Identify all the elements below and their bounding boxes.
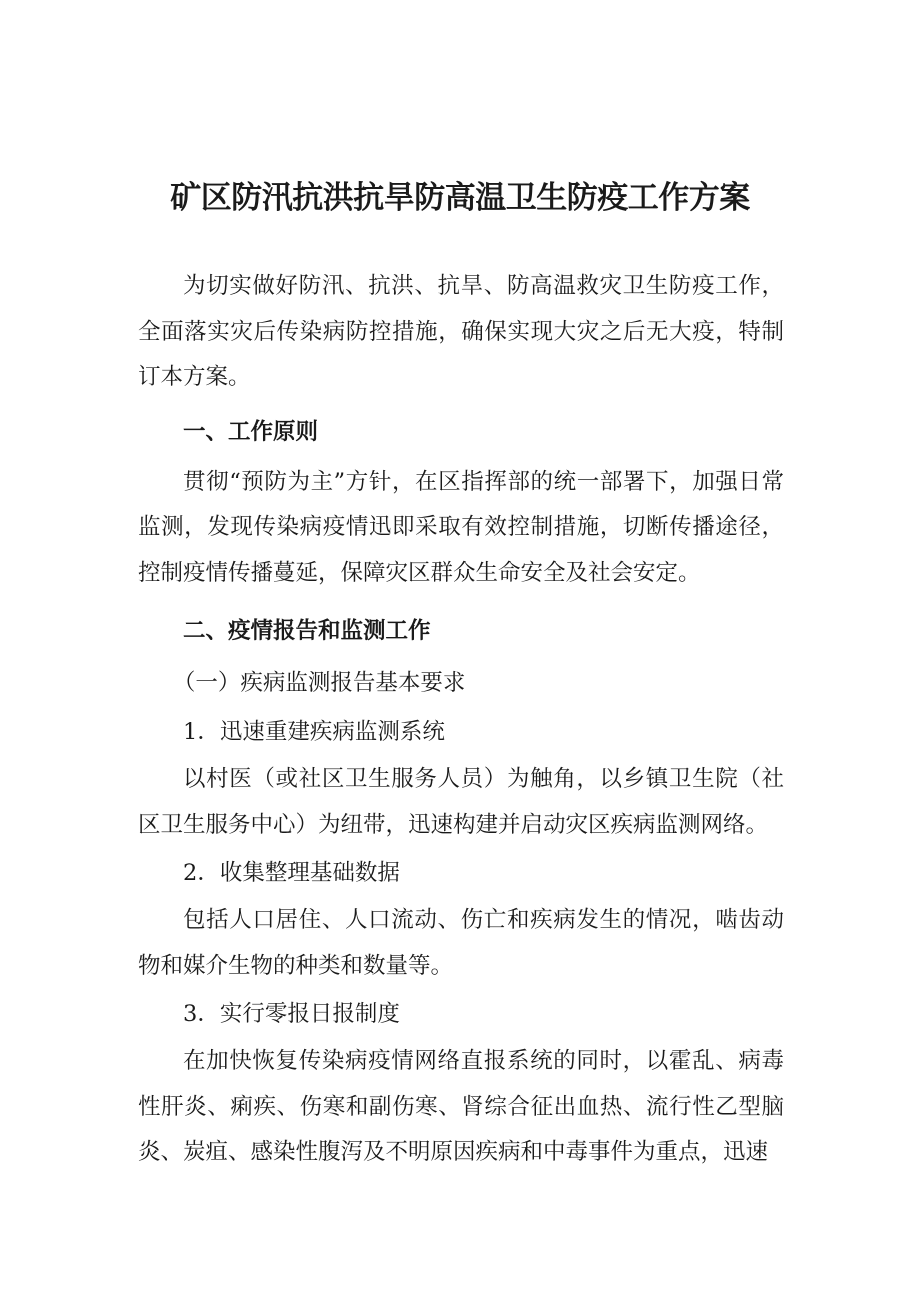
section2-subheading: （一）疾病监测报告基本要求 xyxy=(172,670,466,696)
item-1-paragraph: 以村医（或社区卫生服务人员）为触角，以乡镇卫生院（社区卫生服务中心）为纽带，迅速构建并启动灾区疾病监测网络。 xyxy=(138,766,784,838)
section1-paragraph: 贯彻“预防为主”方针，在区指挥部的统一部署下，加强日常监测，发现传染病疫情迅即采取有效控制措施，切断传播途径，控制疫情传播蔓延，保障灾区群众生命安全及社会安定。 xyxy=(138,468,784,586)
intro-paragraph: 为切实做好防汛、抗洪、抗旱、防高温救灾卫生防疫工作，全面落实灾后传染病防控措施，确保实现大灾之后无大疫，特制订本方案。 xyxy=(138,273,784,390)
item-2-paragraph: 包括人口居住、人口流动、伤亡和疾病发生的情况，啮齿动物和媒介生物的种类和数量等。 xyxy=(138,907,784,979)
document-body xyxy=(138,264,784,1176)
document-title: 矿区防汛抗洪抗旱防高温卫生防疫工作方案 xyxy=(170,180,750,216)
item-3-label: 3．实行零报日报制度 xyxy=(183,1001,400,1027)
item-2-label: 2．收集整理基础数据 xyxy=(183,860,400,886)
item-3-paragraph: 在加快恢复传染病疫情网络直报系统的同时，以霍乱、病毒性肝炎、痢疾、伤寒和副伤寒、肾综合征出血热、流行性乙型脑炎、炭疽、感染性腹泻及不明原因疾病和中毒事件为重点，迅速 xyxy=(138,1048,784,1165)
section2-heading: 二、疫情报告和监测工作 xyxy=(183,618,431,644)
item-1-label: 1．迅速重建疾病监测系统 xyxy=(183,719,445,745)
section1-heading: 一、工作原则 xyxy=(183,418,319,445)
